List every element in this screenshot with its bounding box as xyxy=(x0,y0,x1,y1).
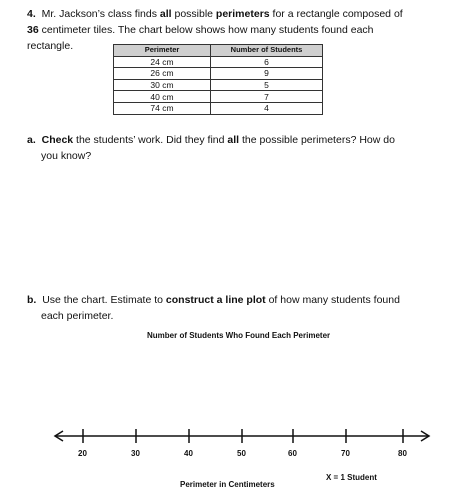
tick-label: 40 xyxy=(184,449,193,458)
tick-label: 70 xyxy=(341,449,350,458)
students-cell: 6 xyxy=(211,56,323,68)
part-a-label: a. xyxy=(27,134,36,146)
students-cell: 4 xyxy=(211,102,323,114)
students-cell: 7 xyxy=(211,91,323,103)
plot-title: Number of Students Who Found Each Perimeter xyxy=(147,331,331,340)
part-a-line-1: a. Check the students’ work. Did they find all the possible perimeters? How do xyxy=(27,134,395,146)
perimeter-cell: 74 cm xyxy=(114,102,211,114)
question-line-1: 4. Mr. Jackson’s class finds all possible perimeters for a rectangle composed of xyxy=(27,8,403,20)
plot-xlabel: Perimeter in Centimeters xyxy=(180,480,275,489)
tick-label: 60 xyxy=(288,449,297,458)
perimeter-cell: 24 cm xyxy=(114,56,211,68)
tick-label: 80 xyxy=(398,449,407,458)
question-number: 4. xyxy=(27,8,36,20)
question-line-2: 36 centimeter tiles. The chart below shows how many students found each xyxy=(27,24,374,36)
part-a-line-2: you know? xyxy=(41,150,92,162)
table-header-perimeter: Perimeter xyxy=(114,45,211,57)
part-b-line-2: each perimeter. xyxy=(41,310,114,322)
perimeter-cell: 26 cm xyxy=(114,68,211,80)
question-line-3: rectangle. xyxy=(27,40,74,52)
part-b-line-1: b. Use the chart. Estimate to construct a line plot of how many students found xyxy=(27,294,400,306)
table-header-students: Number of Students xyxy=(211,45,323,57)
plot-key: X = 1 Student xyxy=(326,473,377,482)
perimeter-cell: 40 cm xyxy=(114,91,211,103)
students-cell: 5 xyxy=(211,79,323,91)
students-cell: 9 xyxy=(211,68,323,80)
part-b-label: b. xyxy=(27,294,37,306)
tick-label: 30 xyxy=(131,449,140,458)
perimeter-cell: 30 cm xyxy=(114,79,211,91)
tick-label: 50 xyxy=(237,449,246,458)
tick-label: 20 xyxy=(78,449,87,458)
